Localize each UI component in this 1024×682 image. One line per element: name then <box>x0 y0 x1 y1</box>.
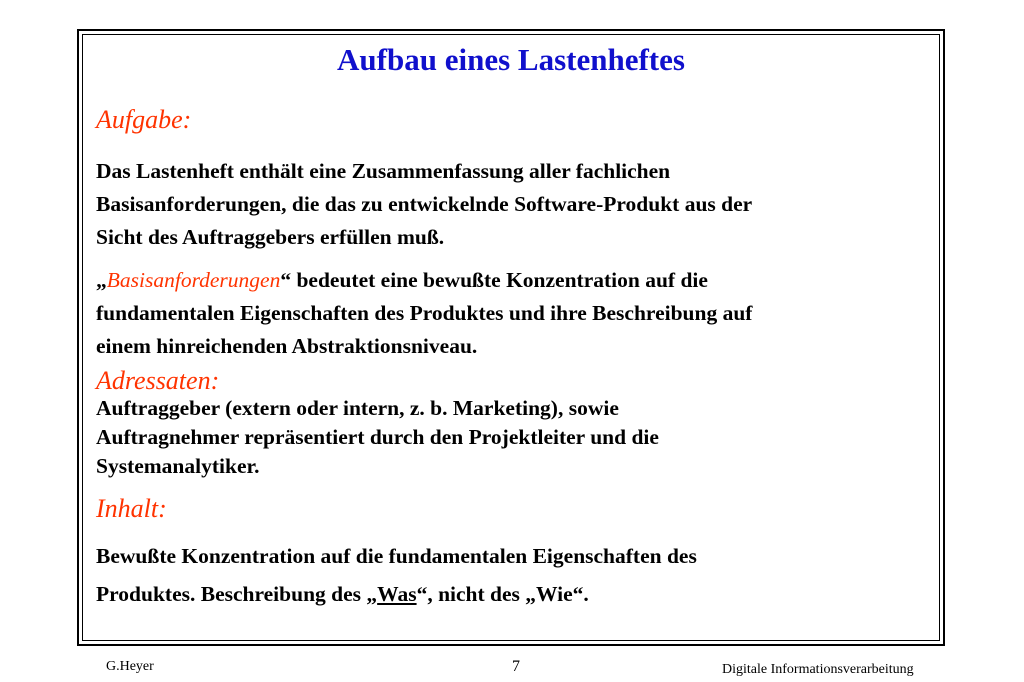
text-line: Auftragnehmer repräsentiert durch den Projektleiter und die <box>96 425 659 449</box>
text-line: einem hinreichenden Abstraktionsniveau. <box>96 334 478 358</box>
text-line: Auftraggeber (extern oder intern, z. b. Marketing), sowie <box>96 396 619 420</box>
adressaten-paragraph <box>96 394 926 481</box>
term-basisanforderungen: Basisanforderungen <box>106 268 281 292</box>
footer-page-number: 7 <box>512 658 520 675</box>
text-line: Bewußte Konzentration auf die fundamentalen Eigenschaften des <box>96 544 697 568</box>
text-fragment: Produktes. Beschreibung des „ <box>96 582 378 606</box>
heading-adressaten: Adressaten: <box>96 366 220 395</box>
text-line <box>96 575 926 613</box>
underlined-was: Was <box>377 582 417 606</box>
text-line: Systemanalytiker. <box>96 454 260 478</box>
inhalt-paragraph <box>96 537 926 613</box>
open-quote: „ <box>96 268 107 292</box>
text-line: Das Lastenheft enthält eine Zusammenfassung aller fachlichen <box>96 159 671 183</box>
text-fragment: “ bedeutet eine bewußte Konzentration auf die <box>280 268 708 292</box>
footer-course: Digitale Informationsverarbeitung <box>722 662 914 677</box>
footer-author: G.Heyer <box>106 659 154 674</box>
heading-inhalt: Inhalt: <box>96 494 167 523</box>
text-line <box>96 264 926 297</box>
text-fragment: “, nicht des „Wie“. <box>416 582 589 606</box>
aufgabe-paragraph-2 <box>96 264 926 363</box>
text-line: Basisanforderungen, die das zu entwickelnde Software-Produkt aus der <box>96 192 753 216</box>
slide-title: Aufbau eines Lastenheftes <box>337 42 685 77</box>
text-line: Sicht des Auftraggebers erfüllen muß. <box>96 225 445 249</box>
heading-aufgabe: Aufgabe: <box>96 105 192 134</box>
text-line: fundamentalen Eigenschaften des Produktes und ihre Beschreibung auf <box>96 301 753 325</box>
aufgabe-paragraph-1 <box>96 155 926 254</box>
